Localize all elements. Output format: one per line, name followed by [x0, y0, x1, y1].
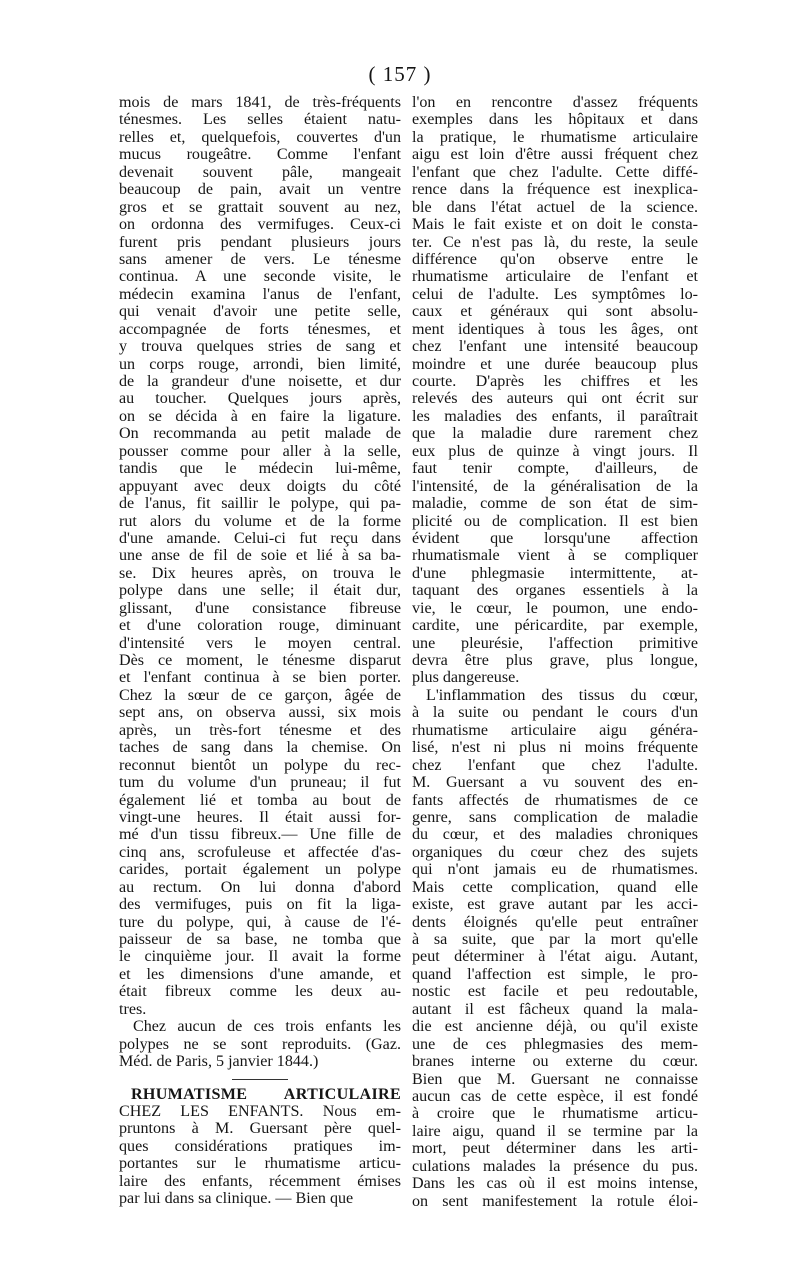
- text-line: le cinquième jour. Il avait la forme: [119, 948, 401, 966]
- text-line: rhumatisme articulaire de l'enfant et: [412, 268, 698, 286]
- text-line: vingt-une heures. Il était aussi for-: [119, 808, 401, 826]
- text-line: par lui dans sa clinique. — Bien que: [119, 1190, 354, 1208]
- text-line: rhumatismale vient à se compliquer: [412, 547, 698, 565]
- text-line: et d'une coloration rouge, diminuant: [119, 617, 401, 635]
- text-line: que la maladie dure rarement chez: [412, 425, 698, 443]
- text-line: autant il est fâcheux quand la mala-: [412, 1000, 698, 1018]
- text-line: glissant, d'une consistance fibreuse: [119, 599, 401, 617]
- text-line: médecin examina l'anus de l'enfant,: [119, 285, 401, 303]
- text-line: faut tenir compte, d'ailleurs, de: [412, 460, 698, 478]
- text-line: l'intensité, de la généralisation de la: [412, 477, 698, 495]
- text-line: caux et généraux qui sont absolu-: [412, 303, 698, 321]
- text-line: furent pris pendant plusieurs jours: [119, 233, 401, 251]
- section-divider: [232, 1079, 288, 1080]
- text-line: d'une phlegmasie intermittente, at-: [412, 564, 698, 582]
- text-line: Dans les cas où il est moins intense,: [412, 1175, 698, 1193]
- text-line: mé d'un tissu fibreux.— Une fille de: [119, 826, 401, 844]
- text-line: différence qu'on observe entre le: [412, 250, 698, 268]
- section-heading: RHUMATISME ARTICULAIRE: [131, 1085, 401, 1103]
- text-line: M. Guersant a vu souvent des en-: [412, 774, 698, 792]
- text-line: l'on en rencontre d'assez fréquents: [412, 94, 698, 111]
- right-text-column: [412, 94, 698, 1210]
- text-line: appuyant avec deux doigts du côté: [119, 477, 401, 495]
- text-line: laire aigu, quand il se termine par la: [412, 1122, 698, 1140]
- text-line: Chez aucun de ces trois enfants les: [133, 1018, 401, 1036]
- text-line: quand l'affection est simple, le pro-: [412, 965, 698, 983]
- text-line: une pleurésie, l'affection primitive: [412, 634, 698, 652]
- text-line: plicité ou de complication. Il est bien: [412, 512, 698, 530]
- text-line: nostic est facile et peu redoutable,: [412, 983, 698, 1001]
- text-line: chez l'enfant que chez l'adulte.: [412, 756, 698, 774]
- text-line: polype dans une selle; il était dur,: [119, 582, 401, 600]
- text-line: dents éloignés qu'elle peut entraîner: [412, 913, 698, 931]
- text-line: Méd. de Paris, 5 janvier 1844.): [119, 1053, 319, 1071]
- text-line: beaucoup de pain, avait un ventre: [119, 181, 401, 199]
- text-line: genre, sans complication de maladie: [412, 808, 698, 826]
- text-line: L'inflammation des tissus du cœur,: [426, 686, 698, 704]
- text-line: relles et, quelquefois, couvertes d'un: [119, 128, 401, 146]
- text-line: On recommanda au petit malade de: [119, 425, 401, 443]
- text-line: du cœur, et des maladies chroniques: [412, 826, 698, 844]
- text-line: organiques du cœur chez des sujets: [412, 843, 698, 861]
- text-line: carides, portait également un polype: [119, 861, 401, 879]
- text-line: ter. Ce n'est pas là, du reste, la seule: [412, 233, 698, 251]
- text-line: rut alors du volume et de la forme: [119, 512, 401, 530]
- text-line: moindre et une durée beaucoup plus: [412, 355, 698, 373]
- text-line: de la grandeur d'une noisette, et dur: [119, 373, 401, 390]
- text-line: tandis que le médecin lui-même,: [119, 460, 401, 478]
- text-line: également lié et tomba au bout de: [119, 791, 401, 809]
- text-line: ques considérations pratiques im-: [119, 1137, 401, 1155]
- text-line: Chez la sœur de ce garçon, âgée de: [119, 686, 401, 704]
- text-line: gros et se grattait souvent au nez,: [119, 198, 401, 216]
- text-line: d'une amande. Celui-ci fut reçu dans: [119, 529, 401, 547]
- text-line: Bien que M. Guersant ne connaisse: [412, 1070, 698, 1088]
- text-line: ture du polype, qui, à cause de l'é-: [119, 913, 401, 931]
- text-line: à la suite ou pendant le cours d'un: [412, 704, 698, 722]
- text-line: les maladies des enfants, il paraîtrait: [412, 407, 698, 425]
- text-line: pruntons à M. Guersant père quel-: [119, 1120, 401, 1138]
- text-line: se. Dix heures après, on trouva le: [119, 564, 401, 582]
- text-line: fants affectés de rhumatismes de ce: [412, 791, 698, 809]
- text-line: courte. D'après les chiffres et les: [412, 373, 698, 390]
- text-line: rhumatisme articulaire aigu généra-: [412, 721, 698, 739]
- text-line: et l'enfant continua à se bien porter.: [119, 669, 401, 687]
- text-line: d'intensité vers le moyen central.: [119, 634, 401, 652]
- text-line: des vermifuges, puis on fit la liga-: [119, 896, 401, 914]
- text-line: mois de mars 1841, de très-fréquents: [119, 94, 401, 111]
- text-line: rence dans la fréquence est inexplica-: [412, 181, 698, 199]
- text-line: évident que lorsqu'une affection: [412, 529, 698, 547]
- text-line: l'enfant que chez l'adulte. Cette diffé-: [412, 163, 698, 181]
- text-line: culations malades la présence du pus.: [412, 1157, 698, 1175]
- text-line: Mais le fait existe et on doit le consta-: [412, 216, 698, 234]
- text-line: plus dangereuse.: [412, 669, 520, 687]
- text-line: CHEZ LES ENFANTS. Nous em-: [119, 1102, 401, 1120]
- text-line: ment identiques à tous les âges, ont: [412, 320, 698, 338]
- page-number: ( 157 ): [368, 62, 432, 86]
- text-line: reconnut bientôt un polype du rec-: [119, 756, 401, 774]
- text-line: on sent manifestement la rotule éloi-: [412, 1192, 698, 1210]
- text-line: accompagnée de forts ténesmes, et: [119, 320, 401, 338]
- text-line: à sa suite, que par la mort qu'elle: [412, 931, 698, 948]
- text-line: tum du volume d'un pruneau; il fut: [119, 774, 401, 792]
- left-text-column: [119, 94, 401, 1208]
- text-line: et les dimensions d'une amande, et: [119, 965, 401, 983]
- text-line: die est ancienne déjà, ou qu'il existe: [412, 1018, 698, 1036]
- text-line: au toucher. Quelques jours après,: [119, 390, 401, 408]
- text-line: maladie, comme de son état de sim-: [412, 495, 698, 513]
- text-line: ble dans l'état actuel de la science.: [412, 198, 698, 216]
- text-line: un corps rouge, arrondi, bien limité,: [119, 355, 401, 373]
- text-line: y trouva quelques stries de sang et: [119, 338, 401, 356]
- text-line: celui de l'adulte. Les symptômes lo-: [412, 285, 698, 303]
- text-line: après, un très-fort ténesme et des: [119, 721, 401, 739]
- text-line: polypes ne se sont reproduits. (Gaz.: [119, 1035, 401, 1053]
- text-line: existe, est grave autant par les acci-: [412, 896, 698, 914]
- text-line: mort, peut déterminer dans les arti-: [412, 1140, 698, 1158]
- text-line: sans amener de vers. Le ténesme: [119, 250, 401, 268]
- text-line: cardite, une péricardite, par exemple,: [412, 617, 698, 635]
- text-line: devra être plus grave, plus longue,: [412, 652, 698, 669]
- text-line: devenait souvent pâle, mangeait: [119, 163, 401, 181]
- text-line: exemples dans les hôpitaux et dans: [412, 111, 698, 129]
- text-line: tres.: [119, 1000, 147, 1018]
- text-line: était fibreux comme les deux au-: [119, 983, 401, 1001]
- text-line: paisseur de sa base, ne tomba que: [119, 931, 401, 948]
- text-line: relevés des auteurs qui ont écrit sur: [412, 390, 698, 408]
- text-line: taches de sang dans la chemise. On: [119, 739, 401, 757]
- text-line: cinq ans, scrofuleuse et affectée d'as-: [119, 843, 401, 861]
- text-line: de l'anus, fit saillir le polype, qui pa-: [119, 495, 401, 513]
- text-line: mucus rougeâtre. Comme l'enfant: [119, 146, 401, 164]
- text-line: la pratique, le rhumatisme articulaire: [412, 128, 698, 146]
- text-line: pousser comme pour aller à la selle,: [119, 442, 401, 460]
- text-line: branes interne ou externe du cœur.: [412, 1053, 698, 1071]
- text-line: eux plus de quinze à vingt jours. Il: [412, 442, 698, 460]
- text-line: au rectum. On lui donna d'abord: [119, 878, 401, 896]
- text-line: on ordonna des vermifuges. Ceux-ci: [119, 216, 401, 234]
- text-line: on se décida à en faire la ligature.: [119, 407, 401, 425]
- text-line: continua. A une seconde visite, le: [119, 268, 401, 286]
- text-line: aucun cas de cette espèce, il est fondé: [412, 1087, 698, 1105]
- text-line: une de ces phlegmasies des mem-: [412, 1035, 698, 1053]
- text-line: portantes sur le rhumatisme articu-: [119, 1155, 401, 1173]
- text-line: Dès ce moment, le ténesme disparut: [119, 652, 401, 669]
- text-line: qui venait d'avoir une petite selle,: [119, 303, 401, 321]
- text-line: taquant des organes essentiels à la: [412, 582, 698, 600]
- text-line: qui n'ont jamais eu de rhumatismes.: [412, 861, 698, 879]
- text-line: peut déterminer à l'état aigu. Autant,: [412, 948, 698, 966]
- text-line: aigu est loin d'être aussi fréquent chez: [412, 146, 698, 164]
- text-line: Mais cette complication, quand elle: [412, 878, 698, 896]
- text-line: à croire que le rhumatisme articu-: [412, 1105, 698, 1123]
- text-line: chez l'enfant une intensité beaucoup: [412, 338, 698, 356]
- text-line: vie, le cœur, le poumon, une endo-: [412, 599, 698, 617]
- text-line: lisé, n'est ni plus ni moins fréquente: [412, 739, 698, 757]
- text-line: une anse de fil de soie et lié à sa ba-: [119, 547, 401, 565]
- text-line: laire des enfants, récemment émises: [119, 1172, 401, 1190]
- text-line: sept ans, on observa aussi, six mois: [119, 704, 401, 722]
- text-line: ténesmes. Les selles étaient natu-: [119, 111, 401, 129]
